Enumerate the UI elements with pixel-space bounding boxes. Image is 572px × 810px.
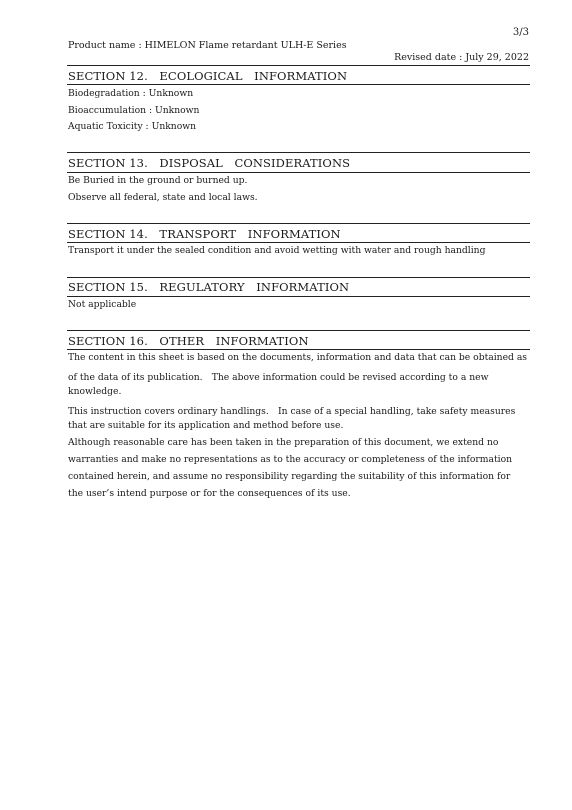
- section-16-line: Although reasonable care has been taken in the preparation of this document, we extend no: [68, 437, 499, 448]
- section-13-top-divider: [67, 152, 530, 153]
- section-16-line: This instruction covers ordinary handlings. In case of a special handling, take safety measures: [68, 406, 516, 417]
- section-12-divider: [67, 84, 530, 85]
- section-16-title: SECTION 16. OTHER INFORMATION: [68, 334, 309, 348]
- section-14-top-divider: [67, 223, 530, 224]
- section-16-top-divider: [67, 330, 530, 331]
- section-15-top-divider: [67, 277, 530, 278]
- section-13-line: Be Buried in the ground or burned up.: [68, 175, 248, 186]
- section-16-line: The content in this sheet is based on the documents, information and data that can be obtained as: [68, 352, 528, 363]
- section-15-divider: [67, 296, 530, 297]
- section-16-line: the user’s intend purpose or for the consequences of its use.: [68, 488, 351, 499]
- page-number: 3/3: [512, 27, 529, 38]
- revised-date: Revised date : July 29, 2022: [394, 52, 529, 63]
- section-16-line: that are suitable for its application and method before use.: [68, 420, 344, 431]
- section-14-title: SECTION 14. TRANSPORT INFORMATION: [68, 227, 341, 241]
- section-14-line: Transport it under the sealed condition and avoid wetting with water and rough handling: [68, 245, 486, 256]
- product-name: Product name : HIMELON Flame retardant ULH-E Series: [68, 40, 347, 51]
- section-16-line: warranties and make no representations as to the accuracy or completeness of the information: [68, 454, 513, 465]
- section-16-divider: [67, 349, 530, 350]
- section-13-divider: [67, 172, 530, 173]
- section-16-line: of the data of its publication. The above information could be revised according to a new: [68, 372, 489, 383]
- section-15-line: Not applicable: [68, 299, 137, 310]
- section-16-line: knowledge.: [68, 386, 122, 397]
- section-12-line: Biodegradation : Unknown: [68, 88, 194, 99]
- header-divider: [67, 65, 530, 66]
- section-12-title: SECTION 12. ECOLOGICAL INFORMATION: [68, 69, 348, 83]
- section-12-line: Aquatic Toxicity : Unknown: [68, 121, 197, 132]
- section-12-line: Bioaccumulation : Unknown: [68, 105, 200, 116]
- section-15-title: SECTION 15. REGULATORY INFORMATION: [68, 280, 350, 294]
- section-14-divider: [67, 242, 530, 243]
- section-16-line: contained herein, and assume no responsibility regarding the suitability of this information for: [68, 471, 511, 482]
- section-13-line: Observe all federal, state and local laws.: [68, 192, 258, 203]
- section-13-title: SECTION 13. DISPOSAL CONSIDERATIONS: [68, 156, 351, 170]
